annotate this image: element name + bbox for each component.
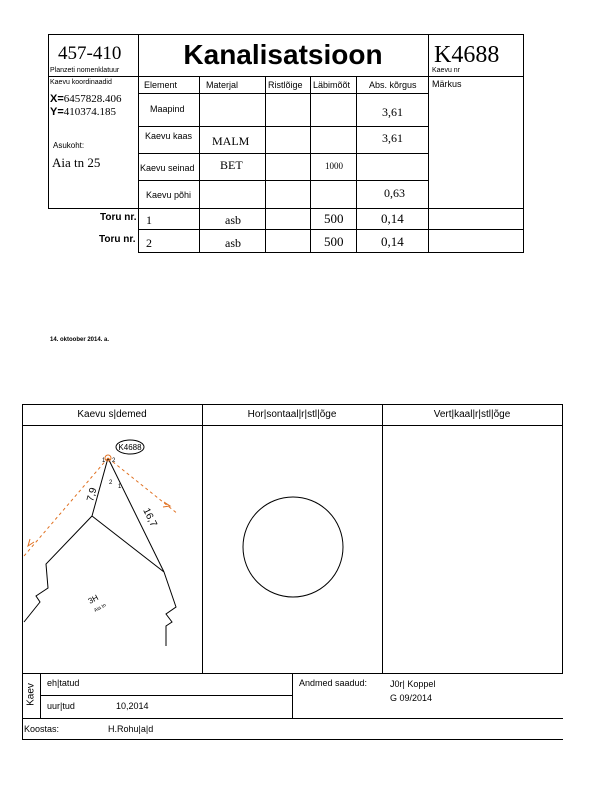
table-line bbox=[138, 252, 524, 253]
table-line bbox=[138, 93, 428, 94]
coord-x-label: X= bbox=[50, 93, 64, 105]
sheet-number: 457-410 bbox=[58, 43, 122, 64]
row-material: MALM bbox=[212, 134, 250, 148]
row-material: BET bbox=[220, 158, 243, 172]
col-diameter: Läbimõõt bbox=[313, 80, 351, 90]
table-line bbox=[523, 34, 524, 253]
frame-line bbox=[562, 404, 563, 674]
col-section: Ristlõige bbox=[268, 80, 303, 90]
coord-y bbox=[50, 106, 116, 118]
author-label: Koostas: bbox=[24, 724, 60, 734]
col-abs-height: Abs. kõrgus bbox=[369, 80, 417, 90]
page-title: Kanalisatsioon bbox=[183, 39, 383, 70]
well-section-circle bbox=[243, 497, 343, 597]
surveyed-label: uur|tud bbox=[47, 701, 75, 711]
table-line bbox=[138, 229, 524, 230]
table-line bbox=[48, 34, 49, 209]
pipe-no: 2 bbox=[146, 236, 152, 250]
col-remarks: Märkus bbox=[432, 79, 462, 89]
well-connections-sketch bbox=[22, 426, 202, 673]
frame-line bbox=[22, 404, 563, 405]
row-diameter: 1000 bbox=[325, 161, 343, 171]
coord-x-value: 6457828.406 bbox=[63, 93, 122, 105]
frame-line bbox=[292, 673, 293, 719]
coord-y-label: Y= bbox=[50, 106, 64, 118]
row-element: Maapind bbox=[150, 104, 185, 114]
author-value: H.Rohu|a|d bbox=[108, 724, 154, 734]
side-label-cell bbox=[22, 673, 40, 719]
sheet-number-label: Planzeti nomenklatuur bbox=[50, 67, 120, 74]
frame-line bbox=[22, 739, 563, 740]
data-source-date: G 09/2014 bbox=[390, 693, 433, 703]
location-label: Asukoht: bbox=[53, 141, 85, 150]
table-line bbox=[48, 208, 524, 209]
row-abs-height: 3,61 bbox=[382, 105, 403, 119]
col-element: Element bbox=[144, 80, 178, 90]
pipe-label: Toru nr. bbox=[99, 234, 136, 245]
row-abs-height: 3,61 bbox=[382, 131, 403, 145]
well-number: K4688 bbox=[434, 42, 500, 68]
frame-line bbox=[382, 404, 383, 674]
pipe-abs-height: 0,14 bbox=[381, 211, 404, 226]
point-label: 2 bbox=[112, 458, 116, 464]
data-source-name: J0r| Koppel bbox=[390, 679, 436, 689]
point-label: 2 bbox=[109, 480, 113, 486]
document-date: 14. oktoober 2014. a. bbox=[50, 337, 110, 343]
table-line bbox=[265, 76, 266, 253]
pipe-diameter: 500 bbox=[324, 234, 344, 249]
horizontal-section-drawing bbox=[203, 426, 382, 673]
col-title-vertical-section: Vert|kaal|r|stl|õge bbox=[433, 409, 511, 420]
building-outline bbox=[24, 516, 92, 622]
pipe-no: 1 bbox=[146, 213, 152, 227]
col-material: Materjal bbox=[206, 80, 239, 90]
row-element: Kaevu põhi bbox=[146, 190, 192, 200]
measure-line-right bbox=[108, 458, 164, 572]
well-number-label: Kaevu nr bbox=[432, 67, 461, 74]
table-line bbox=[310, 76, 311, 253]
coord-y-value: 410374.185 bbox=[63, 106, 117, 118]
distance-left: 7,9 bbox=[85, 486, 100, 503]
pipe-material: asb bbox=[225, 236, 241, 250]
table-line bbox=[199, 76, 200, 253]
building-outline bbox=[164, 572, 176, 646]
table-line bbox=[138, 126, 428, 127]
frame-line bbox=[40, 673, 41, 719]
pipe-abs-height: 0,14 bbox=[381, 234, 404, 249]
frame-line bbox=[40, 695, 292, 696]
well-tag: K4688 bbox=[118, 443, 142, 452]
table-line bbox=[138, 153, 428, 154]
surveyed-value: 10,2014 bbox=[116, 701, 149, 711]
distance-right: 16,7 bbox=[140, 506, 159, 529]
col-title-horizontal-section: Hor|sontaal|r|stl|õge bbox=[247, 409, 337, 420]
data-source-label: Andmed saadud: bbox=[299, 678, 368, 688]
row-element: Kaevu seinad bbox=[140, 163, 195, 173]
coords-label: Kaevu koordinaadid bbox=[50, 79, 112, 86]
table-line bbox=[138, 180, 428, 181]
table-line bbox=[356, 76, 357, 253]
row-element: Kaevu kaas bbox=[145, 131, 193, 141]
col-title-connections: Kaevu s|demed bbox=[77, 409, 147, 420]
house-number: 3H bbox=[86, 593, 100, 606]
row-abs-height: 0,63 bbox=[384, 186, 405, 200]
coord-x bbox=[50, 93, 122, 105]
pipe-diameter: 500 bbox=[324, 211, 344, 226]
built-label: eh|tatud bbox=[47, 678, 80, 688]
point-label: 1 bbox=[118, 484, 122, 490]
measure-line-left bbox=[92, 458, 108, 516]
table-line bbox=[48, 34, 524, 35]
point-label: 1 bbox=[102, 458, 106, 464]
pipe-label: Toru nr. bbox=[100, 212, 137, 223]
table-line bbox=[48, 76, 524, 77]
pipe-material: asb bbox=[225, 213, 241, 227]
pipe-1-line bbox=[24, 458, 108, 556]
side-label: Kaev bbox=[25, 683, 37, 706]
location-value: Aia tn 25 bbox=[52, 155, 101, 170]
table-line bbox=[428, 34, 429, 253]
house-street: Aia tn bbox=[93, 602, 108, 614]
